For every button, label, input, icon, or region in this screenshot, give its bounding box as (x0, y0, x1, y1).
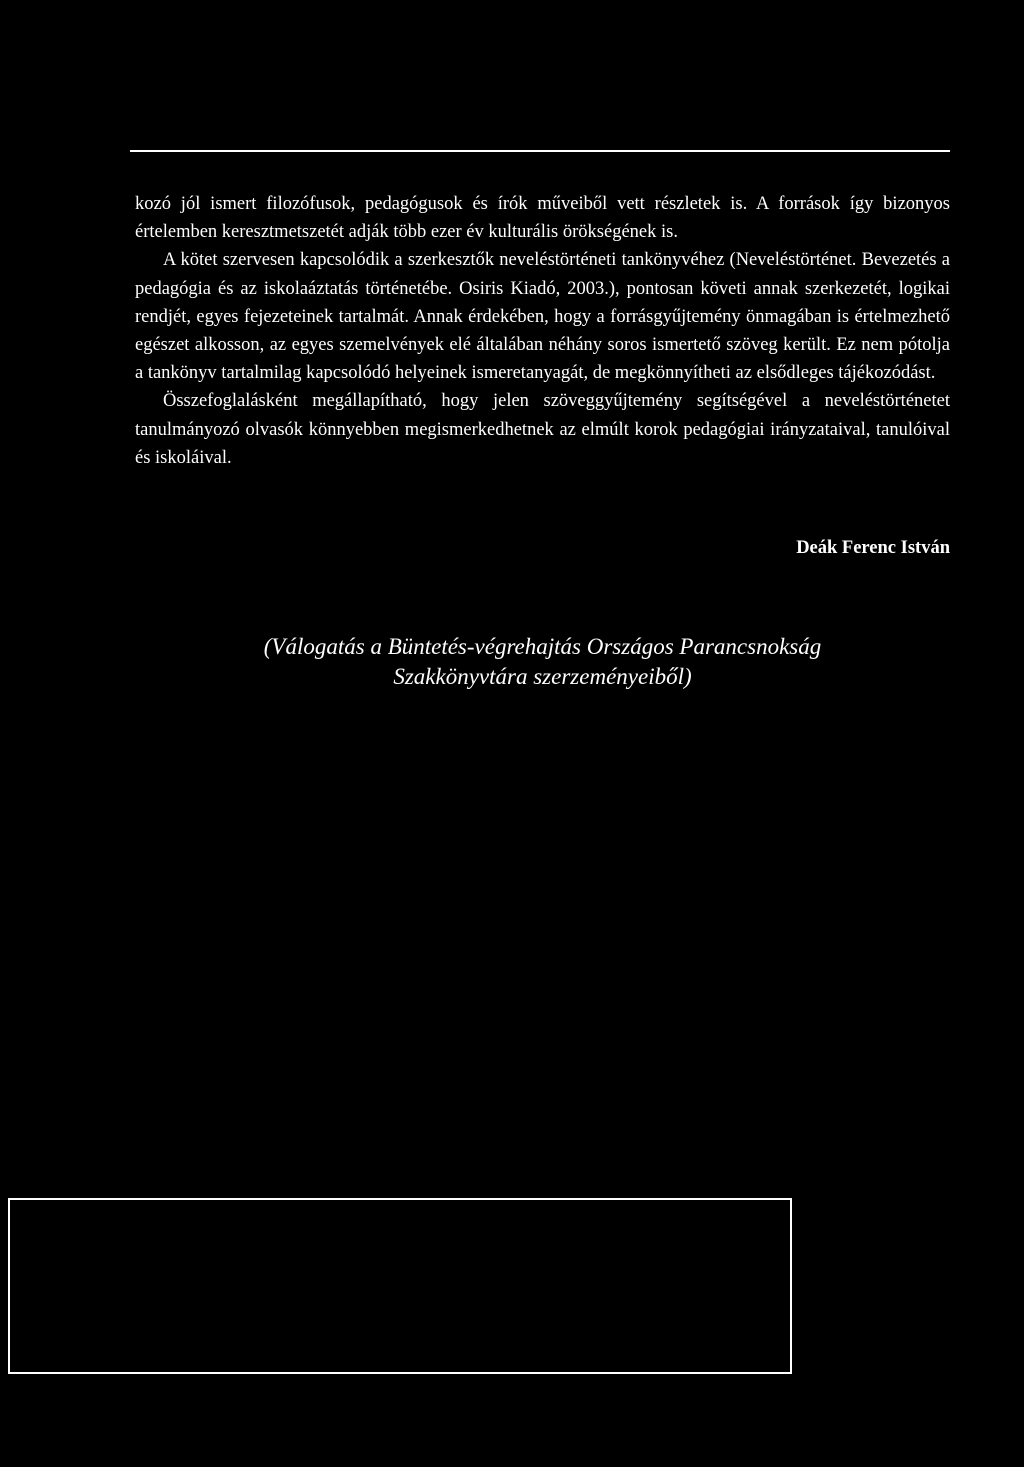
paragraph-3: Összefoglalásként megállapítható, hogy jelen szöveggyűjtemény segítségével a neveléstörténetet tanulmányozó olvasók könnyebben megismerkedhetnek az elmúlt korok pedagógiai irányzataival, tanulóival és iskoláival. (135, 391, 950, 468)
body-text (135, 190, 950, 472)
source-note (135, 632, 950, 692)
top-divider (130, 150, 950, 152)
source-note-line-1: (Válogatás a Büntetés-végrehajtás Országos Parancsnokság (263, 634, 822, 659)
source-note-line-2: Szakkönyvtára szerzeményeiből) (393, 664, 692, 689)
paragraph-1: kozó jól ismert filozófusok, pedagógusok és írók műveiből vett részletek is. A források így bizonyos értelemben keresztmetszetét adják több ezer év kulturális örökségének is. (135, 194, 950, 243)
frame-box (8, 1198, 792, 1374)
author-signature: Deák Ferenc István (796, 538, 950, 558)
paragraph-2: A kötet szervesen kapcsolódik a szerkesztők neveléstörténeti tankönyvéhez (Neveléstörténet. Bevezetés a pedagógia és az iskolaáztatás történetébe. Osiris Kiadó, 2003.), pontosan követi annak szerkezetét, logikai rendjét, egyes fejezeteinek tartalmát. Annak érdekében, hogy a forrásgyűjtemény önmagában is értelmezhető egészet alkosson, az egyes szemelvények elé általában néhány soros ismertető szöveg került. Ez nem pótolja a tankönyv tartalmilag kapcsolódó helyeinek ismeretanyagát, de megkönnyítheti az elsődleges tájékozódást. (135, 250, 950, 384)
